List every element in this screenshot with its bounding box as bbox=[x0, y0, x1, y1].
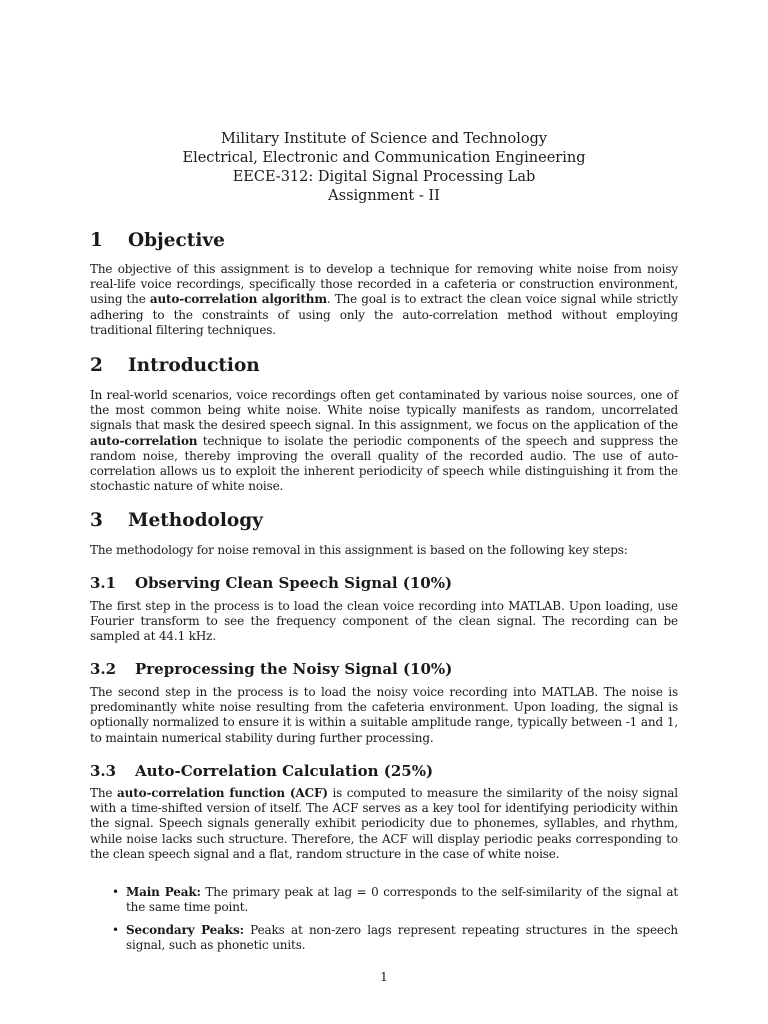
subsection-title-text: Preprocessing the Noisy Signal (10%) bbox=[135, 660, 453, 678]
bullet-text: The primary peak at lag = 0 corresponds to the self-similarity of the signal at the same time point. bbox=[126, 885, 678, 915]
introduction-paragraph bbox=[90, 388, 678, 494]
subsection-clean-speech-title bbox=[90, 573, 452, 593]
methodology-paragraph: The methodology for noise removal in this assignment is based on the following key steps: bbox=[90, 543, 628, 557]
subsection-preprocessing-title bbox=[90, 659, 452, 679]
preprocessing-paragraph: The second step in the process is to load the noisy voice recording into MATLAB. The noise is predominantly white noise resulting from the cafeteria environment. Upon loading, the signal is optionally normalized to ensure it is within a suitable amplitude range, typically between -1 and 1, to maintain numerical stability during further processing. bbox=[90, 685, 678, 745]
header-department: Electrical, Electronic and Communication Engineering bbox=[182, 150, 586, 166]
header-institute: Military Institute of Science and Technology bbox=[220, 131, 548, 147]
section-number: 3 bbox=[90, 510, 103, 531]
section-title-text: Methodology bbox=[128, 510, 263, 531]
objective-paragraph bbox=[90, 262, 678, 338]
clean-speech-paragraph: The first step in the process is to load the clean voice recording into MATLAB. Upon loading, use Fourier transform to see the frequency component of the clean signal. The recording can be sampled at 44.1 kHz. bbox=[90, 599, 678, 644]
text-run: technique to isolate the periodic components of the speech and suppress the random noise, thereby improving the overall quality of the recorded audio. The use of auto-correlation allows us to exploit the inherent periodicity of speech while distinguishing it from the stochastic nature of white noise. bbox=[90, 433, 678, 494]
section-title-text: Introduction bbox=[128, 355, 260, 376]
bullet-glyph: • bbox=[112, 923, 119, 937]
text-run: is computed to measure the similarity of the noisy signal with a time-shifted version of itself. The ACF serves as a key tool for identifying periodicity within the signal. Speech signals generally exhibit periodicity due to phonemes, syllables, and rhythm, while noise lacks such structure. Therefore, the ACF will display periodic peaks corresponding to the clean speech signal and a flat, random structure in the case of white noise. bbox=[90, 786, 678, 861]
text-run: The objective of this assignment is to develop a technique for removing white noise from noisy real-life voice recordings, specifically those recorded in a cafeteria or construction environment, using the bbox=[90, 262, 678, 307]
document-header bbox=[0, 130, 768, 206]
bold-term: auto-correlation algorithm bbox=[149, 292, 327, 307]
bullet-glyph: • bbox=[112, 885, 119, 899]
bold-term: auto-correlation function (ACF) bbox=[117, 786, 328, 800]
header-course: EECE-312: Digital Signal Processing Lab bbox=[232, 169, 536, 185]
subsection-title-text: Auto-Correlation Calculation (25%) bbox=[135, 762, 434, 780]
text-run: . The goal is to extract the clean voice signal while strictly adhering to the constraints of using only the auto-correlation method without employing traditional filtering techniques. bbox=[90, 292, 679, 337]
section-objective-title bbox=[90, 229, 225, 253]
bold-term: auto-correlation bbox=[90, 433, 198, 448]
bullet-term: Main Peak: bbox=[126, 885, 201, 899]
subsection-number: 3.2 bbox=[90, 660, 117, 678]
subsection-title-text: Observing Clean Speech Signal (10%) bbox=[135, 574, 453, 592]
section-title-text: Objective bbox=[128, 230, 225, 251]
bullet-main-peak bbox=[112, 885, 678, 915]
bullet-term: Secondary Peaks: bbox=[126, 923, 244, 937]
bullet-text: Peaks at non-zero lags represent repeating structures in the speech signal, such as phonetic units. bbox=[126, 923, 678, 953]
page-number: 1 bbox=[380, 970, 388, 984]
section-number: 1 bbox=[90, 230, 103, 251]
subsection-autocorrelation-title bbox=[90, 761, 433, 781]
text-run: The bbox=[90, 786, 117, 800]
subsection-number: 3.3 bbox=[90, 762, 117, 780]
section-methodology-title bbox=[90, 509, 263, 533]
bullet-secondary-peaks bbox=[112, 923, 678, 953]
subsection-number: 3.1 bbox=[90, 574, 117, 592]
header-assignment: Assignment - II bbox=[328, 188, 440, 204]
section-number: 2 bbox=[90, 355, 103, 376]
autocorrelation-paragraph bbox=[90, 786, 678, 862]
section-introduction-title bbox=[90, 354, 260, 378]
text-run: In real-world scenarios, voice recordings often get contaminated by various noise sources, one of the most common being white noise. White noise typically manifests as random, uncorrelated signals that mask the desired speech signal. In this assignment, we focus on the application of the bbox=[90, 388, 678, 433]
